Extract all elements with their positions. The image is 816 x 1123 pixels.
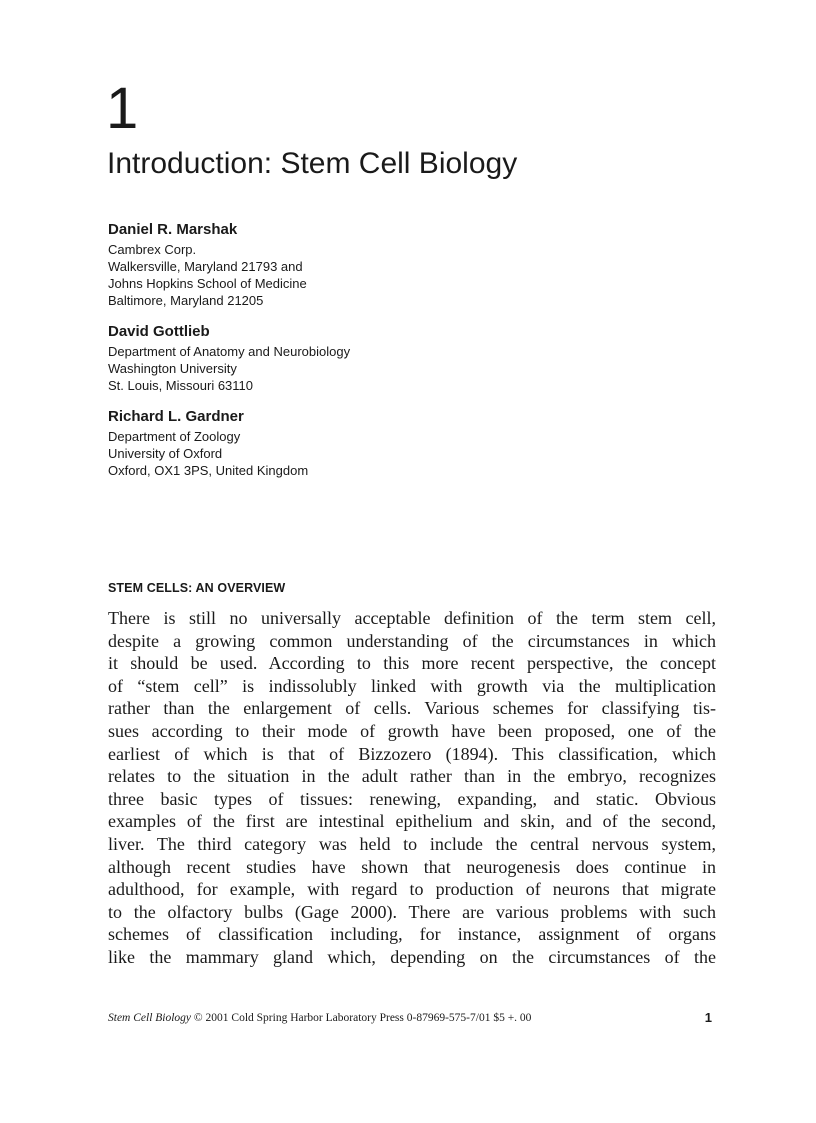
author-block [108,407,708,479]
page-number: 1 [704,1010,712,1025]
affiliation-line: Walkersville, Maryland 21793 and [108,259,303,274]
author-name: Richard L. Gardner [108,408,244,425]
affiliation-line: University of Oxford [108,446,223,461]
affiliation-line: St. Louis, Missouri 63110 [108,378,253,393]
section-heading: STEM CELLS: AN OVERVIEW [108,581,286,595]
author-list [108,220,708,492]
affiliation-line: Washington University [108,361,237,376]
paragraph-line: schemes of classification including, for instance, assignment of organs [108,924,716,945]
paragraph-line: liver. The third category was held to include the central nervous system, [108,833,716,854]
affiliation-line: Johns Hopkins School of Medicine [108,276,307,291]
paragraph-line: adulthood, for example, with regard to production of neurons that migrate [108,879,716,900]
paragraph-line: although recent studies have shown that neurogenesis does continue in [108,856,716,877]
page-footer [108,1010,716,1028]
paragraph-line: three basic types of tissues: renewing, expanding, and static. Obvious [108,788,716,809]
paragraph-line: examples of the first are intestinal epithelium and skin, and of the second, [108,811,716,832]
author-block [108,322,708,394]
footer-book-title: Stem Cell Biology [108,1012,192,1024]
body-paragraph [108,607,716,969]
paragraph-line: despite a growing common understanding of the circumstances in which [108,630,716,651]
author-name: Daniel R. Marshak [108,221,238,238]
paragraph-line: sues according to their mode of growth have been proposed, one of the [108,720,716,741]
chapter-number: 1 [106,76,139,141]
affiliation-line: Baltimore, Maryland 21205 [108,293,264,308]
footer-citation [108,1010,531,1026]
paragraph-line: earliest of which is that of Bizzozero (1894). This classification, which [108,743,716,764]
affiliation-line: Oxford, OX1 3PS, United Kingdom [108,463,309,478]
affiliation-line: Cambrex Corp. [108,242,197,257]
author-name: David Gottlieb [108,323,210,340]
paragraph-line: to the olfactory bulbs (Gage 2000). There are various problems with such [108,901,716,922]
affiliation-line: Department of Zoology [108,429,241,444]
author-block [108,220,708,309]
paragraph-line: There is still no universally acceptable definition of the term stem cell, [108,608,716,628]
paragraph-line: of “stem cell” is indissolubly linked with growth via the multiplication [108,675,716,696]
paragraph-line: like the mammary gland which, depending on the circumstances of the [108,946,716,967]
paragraph-line: it should be used. According to this more recent perspective, the concept [108,653,716,674]
paragraph-line: rather than the enlargement of cells. Various schemes for classifying tis- [108,698,716,719]
footer-publisher-info: © 2001 Cold Spring Harbor Laboratory Press 0-87969-575-7/01 $5 +. 00 [191,1012,532,1024]
affiliation-line: Department of Anatomy and Neurobiology [108,344,351,359]
chapter-title: Introduction: Stem Cell Biology [107,147,518,180]
paragraph-line: relates to the situation in the adult rather than in the embryo, recognizes [108,766,716,787]
